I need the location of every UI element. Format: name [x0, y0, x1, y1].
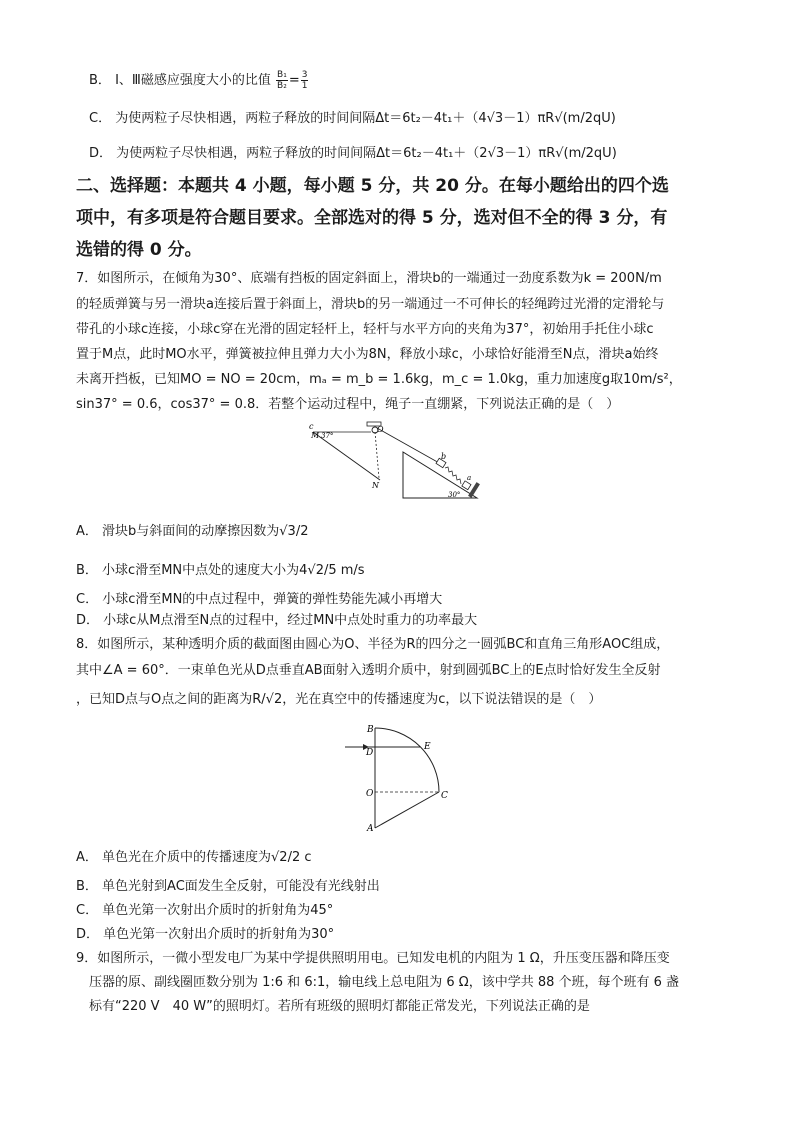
q7-label-37: 37° — [321, 432, 334, 440]
q8-arc-bc — [375, 728, 439, 792]
q7-label-a: a — [467, 474, 472, 482]
q7-option-a: A． 滑块b与斜面间的动摩擦因数为√3/2 — [76, 524, 309, 539]
q8-option-a: A． 单色光在介质中的传播速度为√2/2 c — [76, 850, 312, 865]
q7-block-a — [462, 481, 471, 490]
q7-label-m: M — [311, 431, 320, 440]
prev-option-c: C． 为使两粒子尽快相遇，两粒子释放的时间间隔Δt＝6t₂－4t₁＋（4√3－1）πR√(m/2qU) — [89, 111, 616, 126]
q8-option-d: D． 单色光第一次射出介质时的折射角为30° — [76, 927, 335, 942]
q7-line-5: 未离开挡板，已知MO = NO = 20cm，mₐ = m_b = 1.6kg，m_c = 1.0kg，重力加速度g取10m/s²， — [76, 372, 682, 387]
prev-option-d: D． 为使两粒子尽快相遇，两粒子释放的时间间隔Δt＝6t₂－4t₁＋（2√3－1）πR√(m/2qU) — [89, 146, 617, 161]
fraction-3-1: $\frac{3}{1}$ — [301, 70, 308, 91]
q7-dashed-on — [375, 432, 379, 478]
prev-option-b-text: Ⅰ、Ⅲ磁感应强度大小的比值 — [115, 73, 271, 88]
section-heading-line-1: 二、选择题：本题共 4 小题，每小题 5 分，共 20 分。在每小题给出的四个选 — [76, 176, 669, 196]
q7-label-30: 30° — [448, 491, 461, 499]
q7-spring — [445, 467, 461, 484]
q8-label-e: E — [424, 742, 431, 752]
q7-label-n: N — [372, 481, 379, 490]
section-heading-line-3: 选错的得 0 分。 — [76, 240, 202, 260]
q8-label-o: O — [366, 789, 374, 799]
q8-label-d: D — [366, 748, 374, 758]
q8-side-ac — [375, 792, 439, 828]
q8-line-1: 8．如图所示，某种透明介质的截面图由圆心为O、半径为R的四分之一圆弧BC和直角三角形AOC组成， — [76, 637, 670, 652]
q8-figure — [335, 720, 465, 840]
q9-line-1: 9．如图所示，一微小型发电厂为某中学提供照明用电。已知发电机的内阻为 1 Ω，升压变压器和降压变 — [76, 951, 670, 966]
fraction-b1-b2: $\frac{\text{B₁}}{\text{B₂}}$ — [277, 70, 287, 91]
q7-rope — [377, 428, 441, 464]
q7-option-c: C． 小球c滑至MN的中点过程中，弹簧的弹性势能先减小再增大 — [76, 592, 443, 607]
prev-option-b-label: B． — [89, 73, 111, 88]
q9-line-2: 压器的原、副线圈匝数分别为 1:6 和 6:1，输电线上总电阻为 6 Ω，该中学共 88 个班，每个班有 6 盏 — [89, 975, 680, 990]
q7-figure — [305, 418, 490, 503]
q9-line-3: 标有“220 V 40 W”的照明灯。若所有班级的照明灯都能正常发光，下列说法正确的是 — [89, 999, 590, 1014]
q8-option-b: B． 单色光射到AC面发生全反射，可能没有光线射出 — [76, 879, 380, 894]
q8-label-b: B — [367, 725, 374, 735]
q8-line-2: 其中∠A = 60°．一束单色光从D点垂直AB面射入透明介质中，射到圆弧BC上的E点时恰好发生全反射 — [76, 663, 661, 678]
prev-option-b: B． Ⅰ、Ⅲ磁感应强度大小的比值 $\frac{\text{B₁}}{\text{B₂}}$ = $\frac{3}{1}$ — [89, 70, 308, 91]
q7-line-3: 带孔的小球c连接，小球c穿在光滑的固定轻杆上，轻杆与水平方向的夹角为37°，初始用手托住小球c — [76, 322, 654, 337]
q7-line-1: 7．如图所示，在倾角为30°、底端有挡板的固定斜面上，滑块b的一端通过一劲度系数为k = 200N/m — [76, 271, 662, 286]
q7-option-b: B． 小球c滑至MN中点处的速度大小为4√2/5 m/s — [76, 563, 365, 578]
q8-label-a: A — [367, 824, 374, 834]
q7-line-4: 置于M点，此时MO水平，弹簧被拉伸且弹力大小为8N，释放小球c，小球恰好能滑至N点，滑块a始终 — [76, 347, 659, 362]
q8-option-c: C． 单色光第一次射出介质时的折射角为45° — [76, 903, 334, 918]
q7-label-c: c — [309, 422, 314, 431]
q8-line-3: ，已知D点与O点之间的距离为R/√2，光在真空中的传播速度为c，以下说法错误的是（ ） — [76, 692, 602, 707]
q7-option-d: D． 小球c从M点滑至N点的过程中，经过MN中点处时重力的功率最大 — [76, 613, 478, 628]
q7-label-b: b — [441, 452, 447, 461]
q7-line-2: 的轻质弹簧与另一滑块a连接后置于斜面上，滑块b的另一端通过一不可伸长的轻绳跨过光滑的定滑轮与 — [76, 297, 665, 312]
q7-line-6: sin37° = 0.6，cos37° = 0.8．若整个运动过程中，绳子一直绷紧，下列说法正确的是（ ） — [76, 397, 620, 412]
q8-label-c: C — [441, 791, 448, 801]
q7-label-o: O — [377, 425, 384, 434]
section-heading-line-2: 项中，有多项是符合题目要求。全部选对的得 5 分，选对但不全的得 3 分，有 — [76, 208, 668, 228]
